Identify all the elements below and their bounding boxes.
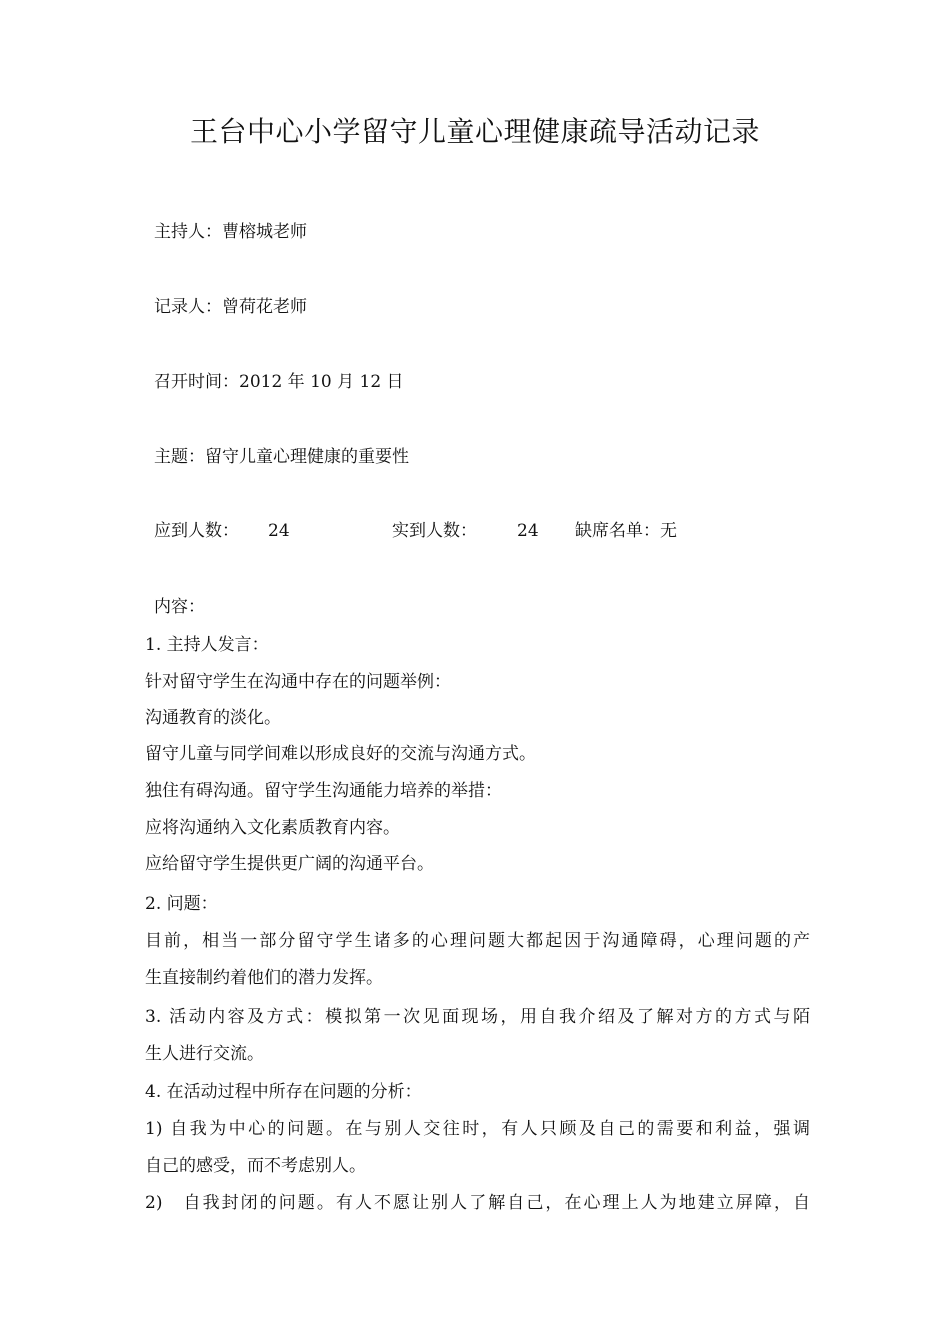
host-line: 主持人：曹榕城老师: [154, 222, 307, 242]
absent-list: 缺席名单：无: [575, 521, 677, 541]
recorder-line: 记录人：曾荷花老师: [154, 297, 307, 317]
content-line: 1) 自我为中心的问题。在与别人交往时，有人只顾及自己的需要和利益，强调: [145, 1119, 810, 1139]
document-title: 王台中心小学留守儿童心理健康疏导活动记录: [189, 115, 760, 148]
content-line: 应将沟通纳入文化素质教育内容。: [145, 818, 400, 838]
content-line: 生直接制约着他们的潜力发挥。: [145, 968, 383, 988]
meeting-time-line: 召开时间：2012 年 10 月 12 日: [154, 372, 404, 392]
attendance-actual-label: 实到人数：: [392, 521, 477, 541]
content-line: 3. 活动内容及方式：模拟第一次见面现场，用自我介绍及了解对方的方式与陌: [145, 1007, 810, 1027]
content-line: 生人进行交流。: [145, 1044, 264, 1064]
content-line: 1. 主持人发言：: [145, 635, 269, 655]
content-line: 2) 自我封闭的问题。有人不愿让别人了解自己，在心理上人为地建立屏障，自: [145, 1193, 810, 1213]
content-line: 针对留守学生在沟通中存在的问题举例：: [145, 672, 451, 692]
content-line: 2. 问题：: [145, 894, 218, 914]
attendance-actual-value: 24: [517, 521, 539, 541]
attendance-expected-label: 应到人数：: [154, 521, 239, 541]
content-line: 独住有碍沟通。留守学生沟通能力培养的举措：: [145, 781, 502, 801]
content-line: 留守儿童与同学间难以形成良好的交流与沟通方式。: [145, 744, 536, 764]
content-label: 内容：: [154, 597, 205, 617]
attendance-expected-value: 24: [268, 521, 290, 541]
theme-line: 主题：留守儿童心理健康的重要性: [154, 447, 409, 467]
content-line: 目前，相当一部分留守学生诸多的心理问题大都起因于沟通障碍，心理问题的产: [145, 931, 810, 951]
content-line: 4. 在活动过程中所存在问题的分析：: [145, 1082, 422, 1102]
content-line: 应给留守学生提供更广阔的沟通平台。: [145, 854, 434, 874]
content-line: 沟通教育的淡化。: [145, 708, 281, 728]
content-line: 自己的感受，而不考虑别人。: [145, 1156, 366, 1176]
